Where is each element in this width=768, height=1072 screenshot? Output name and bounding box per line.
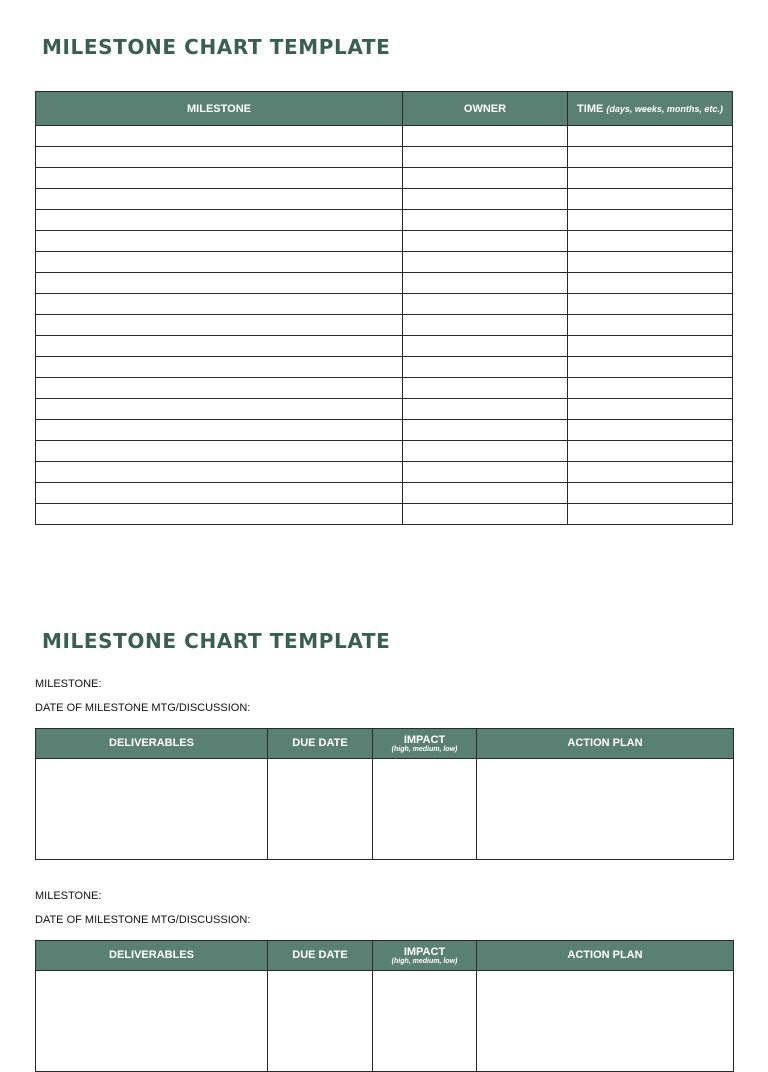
owner-cell[interactable] [403,378,568,399]
table-row [36,168,733,189]
time-cell[interactable] [568,126,733,147]
milestone-table-body [36,126,733,525]
time-cell[interactable] [568,189,733,210]
milestone-cell[interactable] [36,168,403,189]
owner-cell[interactable] [403,147,568,168]
owner-cell[interactable] [403,441,568,462]
table-row [36,294,733,315]
owner-cell[interactable] [403,126,568,147]
owner-cell[interactable] [403,357,568,378]
table-header-row [36,92,733,126]
deliverables-column-header: DELIVERABLES [36,729,268,759]
milestone-cell[interactable] [36,294,403,315]
deliverables-table [35,728,734,860]
milestone-cell[interactable] [36,336,403,357]
milestone-cell[interactable] [36,273,403,294]
due-date-cell[interactable] [268,759,373,860]
action-plan-cell[interactable] [477,971,734,1072]
milestone-cell[interactable] [36,441,403,462]
milestone-table [35,91,733,525]
milestone-label: MILESTONE: [35,678,102,690]
action-plan-column-header: ACTION PLAN [477,941,734,971]
time-header-label: TIME [577,102,604,115]
table-row [36,759,734,860]
owner-cell[interactable] [403,189,568,210]
milestone-cell[interactable] [36,189,403,210]
time-cell[interactable] [568,378,733,399]
milestone-cell[interactable] [36,231,403,252]
section-title: MILESTONE CHART TEMPLATE [42,629,391,653]
action-plan-cell[interactable] [477,759,734,860]
milestone-label: MILESTONE: [35,890,102,902]
due-date-cell[interactable] [268,971,373,1072]
impact-header-label: IMPACT [403,733,446,746]
milestone-cell[interactable] [36,420,403,441]
table-row [36,441,733,462]
milestone-cell[interactable] [36,504,403,525]
action-plan-column-header: ACTION PLAN [477,729,734,759]
page-title: MILESTONE CHART TEMPLATE [42,35,391,59]
table-row [36,315,733,336]
milestone-cell[interactable] [36,378,403,399]
milestone-cell[interactable] [36,126,403,147]
milestone-cell[interactable] [36,483,403,504]
table-row [36,252,733,273]
table-row [36,971,734,1072]
table-row [36,126,733,147]
table-row [36,231,733,252]
time-cell[interactable] [568,294,733,315]
time-cell[interactable] [568,336,733,357]
deliverables-cell[interactable] [36,759,268,860]
milestone-cell[interactable] [36,357,403,378]
milestone-column-header: MILESTONE [36,92,403,126]
impact-cell[interactable] [373,759,477,860]
impact-header-label: IMPACT [403,945,446,958]
time-cell[interactable] [568,504,733,525]
time-cell[interactable] [568,273,733,294]
time-column-header [568,92,733,126]
time-cell[interactable] [568,147,733,168]
milestone-cell[interactable] [36,147,403,168]
time-cell[interactable] [568,420,733,441]
due-date-column-header: DUE DATE [268,729,373,759]
deliverables-table [35,940,734,1072]
owner-cell[interactable] [403,210,568,231]
table-row [36,357,733,378]
table-header-row [36,729,734,759]
table-row [36,483,733,504]
table-row [36,378,733,399]
time-cell[interactable] [568,231,733,252]
deliverables-cell[interactable] [36,971,268,1072]
owner-cell[interactable] [403,252,568,273]
owner-cell[interactable] [403,483,568,504]
time-cell[interactable] [568,483,733,504]
owner-cell[interactable] [403,315,568,336]
milestone-cell[interactable] [36,315,403,336]
owner-column-header: OWNER [403,92,568,126]
owner-cell[interactable] [403,504,568,525]
impact-header-hint: (high, medium, low) [391,745,458,753]
owner-cell[interactable] [403,231,568,252]
milestone-cell[interactable] [36,210,403,231]
owner-cell[interactable] [403,336,568,357]
owner-cell[interactable] [403,273,568,294]
due-date-column-header: DUE DATE [268,941,373,971]
time-cell[interactable] [568,441,733,462]
table-row [36,189,733,210]
impact-column-header [373,729,477,759]
table-row [36,420,733,441]
time-cell[interactable] [568,462,733,483]
impact-header-hint: (high, medium, low) [391,957,458,965]
time-cell[interactable] [568,357,733,378]
milestone-cell[interactable] [36,399,403,420]
table-row [36,273,733,294]
milestone-cell[interactable] [36,462,403,483]
milestone-cell[interactable] [36,252,403,273]
owner-cell[interactable] [403,399,568,420]
table-row [36,462,733,483]
impact-column-header [373,941,477,971]
owner-cell[interactable] [403,294,568,315]
table-row [36,147,733,168]
time-cell[interactable] [568,210,733,231]
time-cell[interactable] [568,252,733,273]
table-row [36,336,733,357]
time-cell[interactable] [568,168,733,189]
time-cell[interactable] [568,399,733,420]
deliverables-column-header: DELIVERABLES [36,941,268,971]
table-row [36,399,733,420]
time-header-hint: (days, weeks, months, etc.) [606,103,723,114]
date-of-milestone-label: DATE OF MILESTONE MTG/DISCUSSION: [35,914,251,926]
owner-cell[interactable] [403,462,568,483]
owner-cell[interactable] [403,420,568,441]
table-row [36,504,733,525]
time-cell[interactable] [568,315,733,336]
table-header-row [36,941,734,971]
owner-cell[interactable] [403,168,568,189]
table-row [36,210,733,231]
impact-cell[interactable] [373,971,477,1072]
date-of-milestone-label: DATE OF MILESTONE MTG/DISCUSSION: [35,702,251,714]
